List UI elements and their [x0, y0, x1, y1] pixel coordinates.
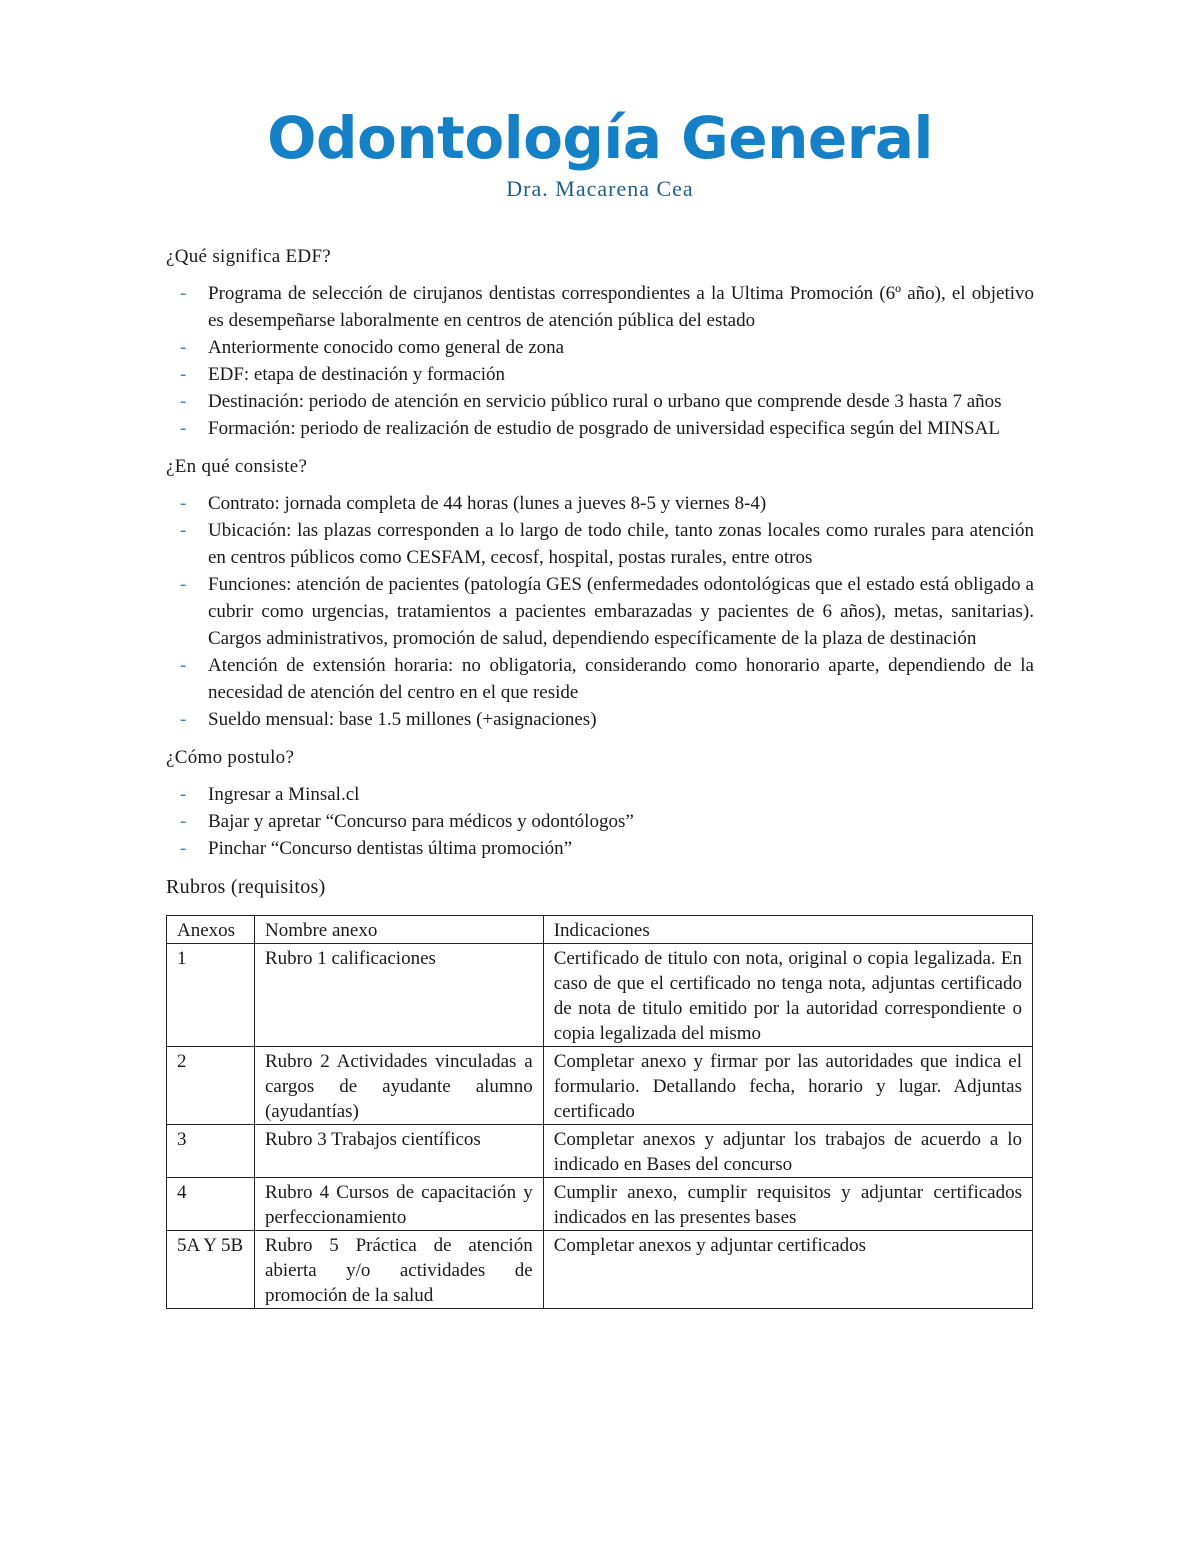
- table-row: [167, 1125, 1033, 1178]
- list-item: - Bajar y apretar “Concurso para médicos y odontólogos”: [166, 808, 1034, 835]
- table-cell: Rubro 5 Práctica de atención abierta y/o actividades de promoción de la salud: [254, 1231, 543, 1309]
- table-cell: Rubro 3 Trabajos científicos: [254, 1125, 543, 1178]
- table-row: [167, 1178, 1033, 1231]
- dash-bullet: -: [180, 283, 187, 304]
- table-cell: Completar anexos y adjuntar los trabajos de acuerdo a lo indicado en Bases del concurso: [543, 1125, 1032, 1178]
- table-cell: Certificado de titulo con nota, original o copia legalizada. En caso de que el certificado no tenga nota, adjuntas certificado de nota de titulo emitido por la autoridad correspondiente o copia legalizada del mismo: [543, 944, 1032, 1047]
- document-body: [166, 246, 1034, 1309]
- rubros-heading: Rubros (requisitos): [166, 876, 326, 898]
- table-cell: 4: [167, 1178, 255, 1231]
- table-cell: 1: [167, 944, 255, 1047]
- dash-bullet: -: [180, 520, 187, 541]
- section-postulo: [166, 747, 1034, 862]
- table-cell: Cumplir anexo, cumplir requisitos y adjuntar certificados indicados en las presentes bases: [543, 1178, 1032, 1231]
- dash-bullet: -: [180, 391, 187, 412]
- section-heading: ¿Cómo postulo?: [166, 747, 295, 768]
- list-item: - Pinchar “Concurso dentistas última promoción”: [166, 835, 1034, 862]
- table-cell: Rubro 4 Cursos de capacitación y perfeccionamiento: [254, 1178, 543, 1231]
- dash-bullet: -: [180, 709, 187, 730]
- list-item: - Formación: periodo de realización de estudio de posgrado de universidad especifica según del MINSAL: [166, 415, 1034, 442]
- list-item: - Ubicación: las plazas corresponden a lo largo de todo chile, tanto zonas locales como rurales para atención en centros públicos como CESFAM, cecosf, hospital, postas rurales, entre otros: [166, 517, 1034, 571]
- bullet-list: [166, 781, 1034, 862]
- table-row: [167, 944, 1033, 1047]
- list-item: - EDF: etapa de destinación y formación: [166, 361, 1034, 388]
- section-heading: ¿En qué consiste?: [166, 456, 308, 477]
- list-item: - Atención de extensión horaria: no obligatoria, considerando como honorario aparte, dependiendo de la necesidad de atención del centro en el que reside: [166, 652, 1034, 706]
- list-item: - Contrato: jornada completa de 44 horas (lunes a jueves 8-5 y viernes 8-4): [166, 490, 1034, 517]
- table-cell: Rubro 2 Actividades vinculadas a cargos de ayudante alumno (ayudantías): [254, 1047, 543, 1125]
- bullet-list: [166, 490, 1034, 733]
- column-header: Nombre anexo: [254, 916, 543, 944]
- section-consiste: [166, 456, 1034, 733]
- table-row: [167, 1231, 1033, 1309]
- table-cell: Rubro 1 calificaciones: [254, 944, 543, 1047]
- table-cell: 5A Y 5B: [167, 1231, 255, 1309]
- table-row: [167, 1047, 1033, 1125]
- dash-bullet: -: [180, 811, 187, 832]
- table-header-row: [167, 916, 1033, 944]
- dash-bullet: -: [180, 493, 187, 514]
- dash-bullet: -: [180, 337, 187, 358]
- list-item: - Funciones: atención de pacientes (patología GES (enfermedades odontológicas que el estado está obligado a cubrir como urgencias, tratamientos a pacientes embarazadas y pacientes de 6 años), metas, sanitarias). Cargos administrativos, promoción de salud, dependiendo específicamente de la plaza de destinación: [166, 571, 1034, 652]
- dash-bullet: -: [180, 655, 187, 676]
- table-cell: 3: [167, 1125, 255, 1178]
- dash-bullet: -: [180, 364, 187, 385]
- list-item: - Destinación: periodo de atención en servicio público rural o urbano que comprende desde 3 hasta 7 años: [166, 388, 1034, 415]
- list-item: - Ingresar a Minsal.cl: [166, 781, 1034, 808]
- section-heading: ¿Qué significa EDF?: [166, 246, 332, 267]
- section-edf: [166, 246, 1034, 442]
- bullet-list: [166, 280, 1034, 442]
- document-author: Dra. Macarena Cea: [506, 176, 694, 201]
- column-header: Indicaciones: [543, 916, 1032, 944]
- column-header: Anexos: [167, 916, 255, 944]
- rubros-table: [166, 915, 1033, 1309]
- dash-bullet: -: [180, 838, 187, 859]
- list-item: - Anteriormente conocido como general de zona: [166, 334, 1034, 361]
- list-item: - Programa de selección de cirujanos dentistas correspondientes a la Ultima Promoción (6º año), el objetivo es desempeñarse laboralmente en centros de atención pública del estado: [166, 280, 1034, 334]
- dash-bullet: -: [180, 574, 187, 595]
- table-cell: 2: [167, 1047, 255, 1125]
- table-cell: Completar anexo y firmar por las autoridades que indica el formulario. Detallando fecha, horario y lugar. Adjuntas certificado: [543, 1047, 1032, 1125]
- list-item: - Sueldo mensual: base 1.5 millones (+asignaciones): [166, 706, 1034, 733]
- table-cell: Completar anexos y adjuntar certificados: [543, 1231, 1032, 1309]
- dash-bullet: -: [180, 784, 187, 805]
- dash-bullet: -: [180, 418, 187, 439]
- document-title: Odontología General: [267, 104, 933, 172]
